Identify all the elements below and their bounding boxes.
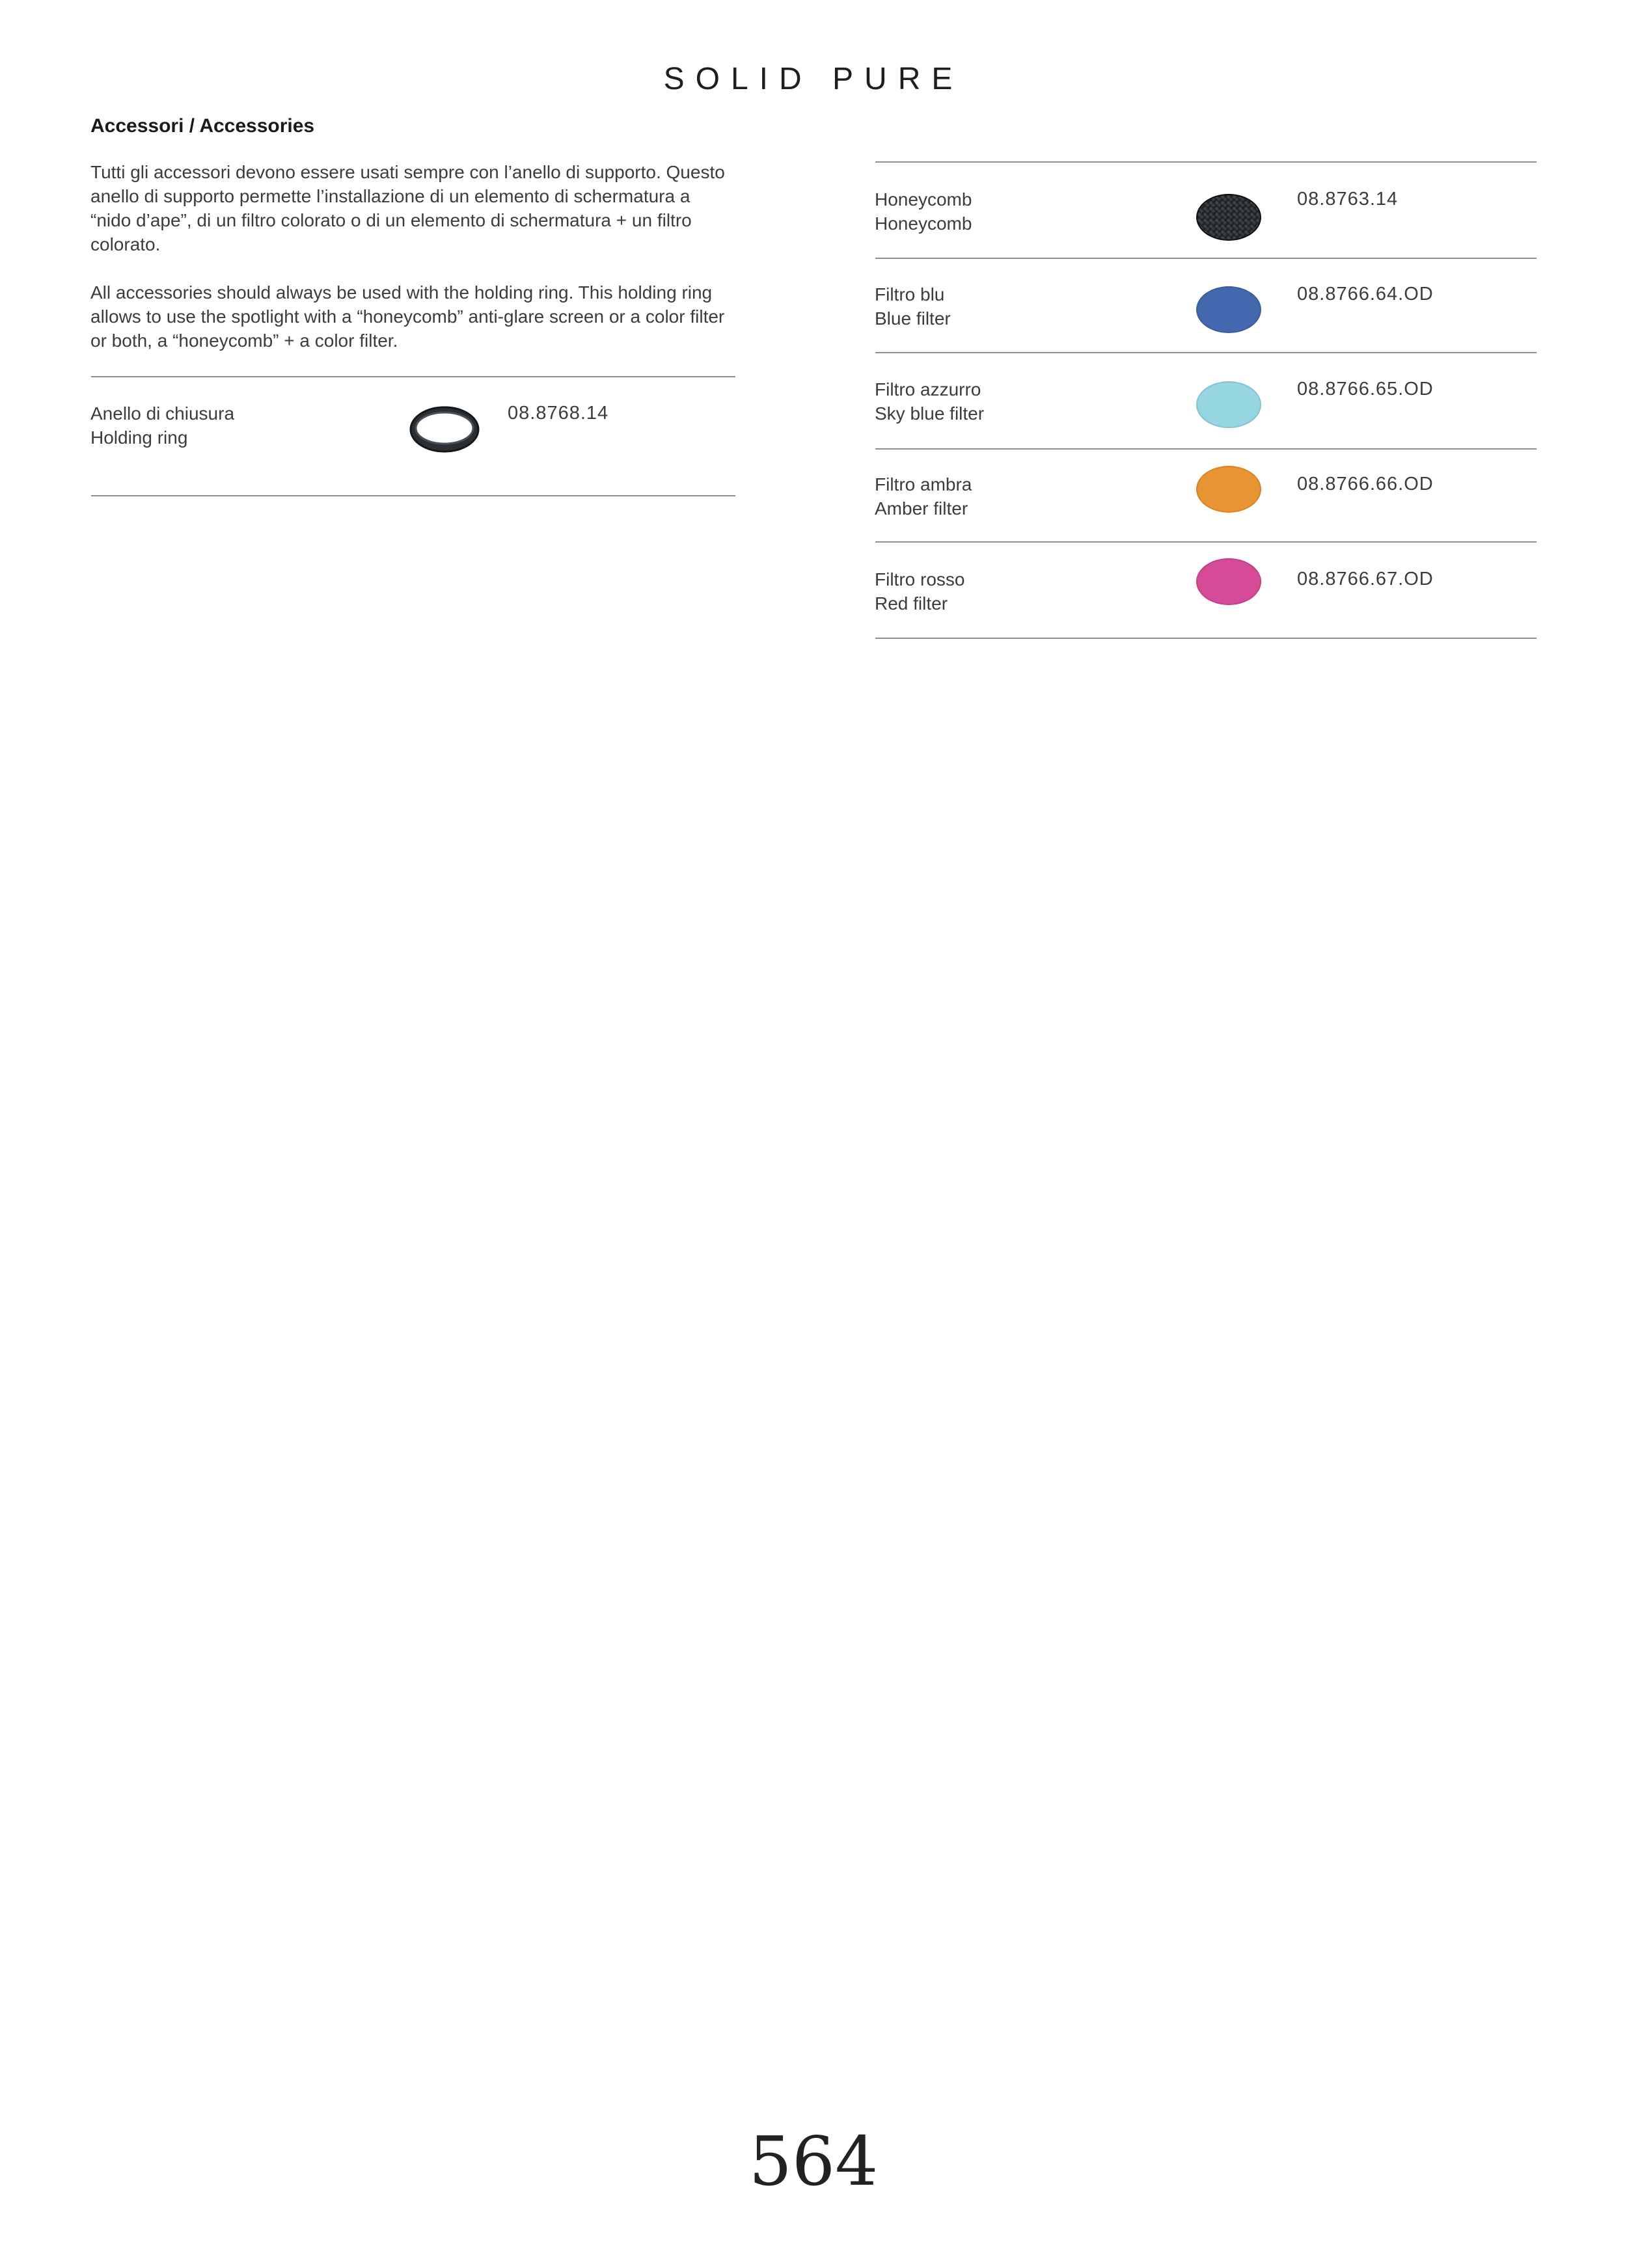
list-item-label (875, 282, 951, 331)
item-code: 08.8766.65.OD (1297, 379, 1434, 399)
divider (875, 161, 1537, 163)
item-code: 08.8766.67.OD (1297, 569, 1434, 589)
holding-ring-label-it: Anello di chiusura (90, 403, 235, 424)
divider (91, 376, 735, 377)
label-it: Filtro azzurro (875, 379, 981, 399)
list-item-label (875, 377, 984, 425)
ring-icon (408, 405, 481, 454)
list-item-label (875, 187, 972, 236)
label-en: Honeycomb (875, 213, 972, 234)
label-en: Blue filter (875, 308, 951, 329)
label-en: Amber filter (875, 498, 968, 519)
holding-ring-label-en: Holding ring (90, 427, 188, 448)
red-filter-swatch (1196, 558, 1261, 605)
label-it: Honeycomb (875, 189, 972, 209)
label-it: Filtro rosso (875, 569, 965, 589)
divider (875, 352, 1537, 353)
section-heading: Accessori / Accessories (90, 115, 315, 137)
intro-text-italian: Tutti gli accessori devono essere usati sempre con l’anello di supporto. Questo anello di supporto permette l’installazione di un elemento di schermatura a “nido d’ape”, di un filtro colorato o di un elemento di schermatura + un filtro colorato. (90, 162, 725, 254)
item-code: 08.8763.14 (1297, 189, 1399, 209)
list-item-label (875, 567, 964, 615)
divider (875, 448, 1537, 450)
honeycomb-swatch (1196, 194, 1261, 241)
holding-ring-code: 08.8768.14 (508, 403, 609, 424)
blue-filter-swatch (1196, 286, 1261, 333)
intro-section (90, 113, 735, 353)
item-code: 08.8766.64.OD (1297, 284, 1434, 304)
label-en: Sky blue filter (875, 403, 985, 424)
holding-ring-label (90, 401, 234, 450)
intro-text-english: All accessories should always be used with the holding ring. This holding ring allows to use the spotlight with a “honeycomb” anti-glare screen or a color filter or both, a “honeycomb” + a color filter. (90, 282, 725, 351)
page-number: 564 (748, 2122, 879, 2201)
divider (875, 541, 1537, 543)
divider (91, 495, 735, 496)
sky-blue-filter-swatch (1196, 381, 1261, 428)
list-item-label (875, 472, 972, 520)
divider (875, 258, 1537, 259)
amber-filter-swatch (1196, 466, 1261, 513)
label-it: Filtro ambra (875, 474, 972, 494)
brand-title: SOLID PURE (663, 62, 964, 96)
item-code: 08.8766.66.OD (1297, 474, 1434, 494)
label-it: Filtro blu (875, 284, 945, 304)
divider (875, 638, 1537, 639)
label-en: Red filter (875, 593, 948, 614)
